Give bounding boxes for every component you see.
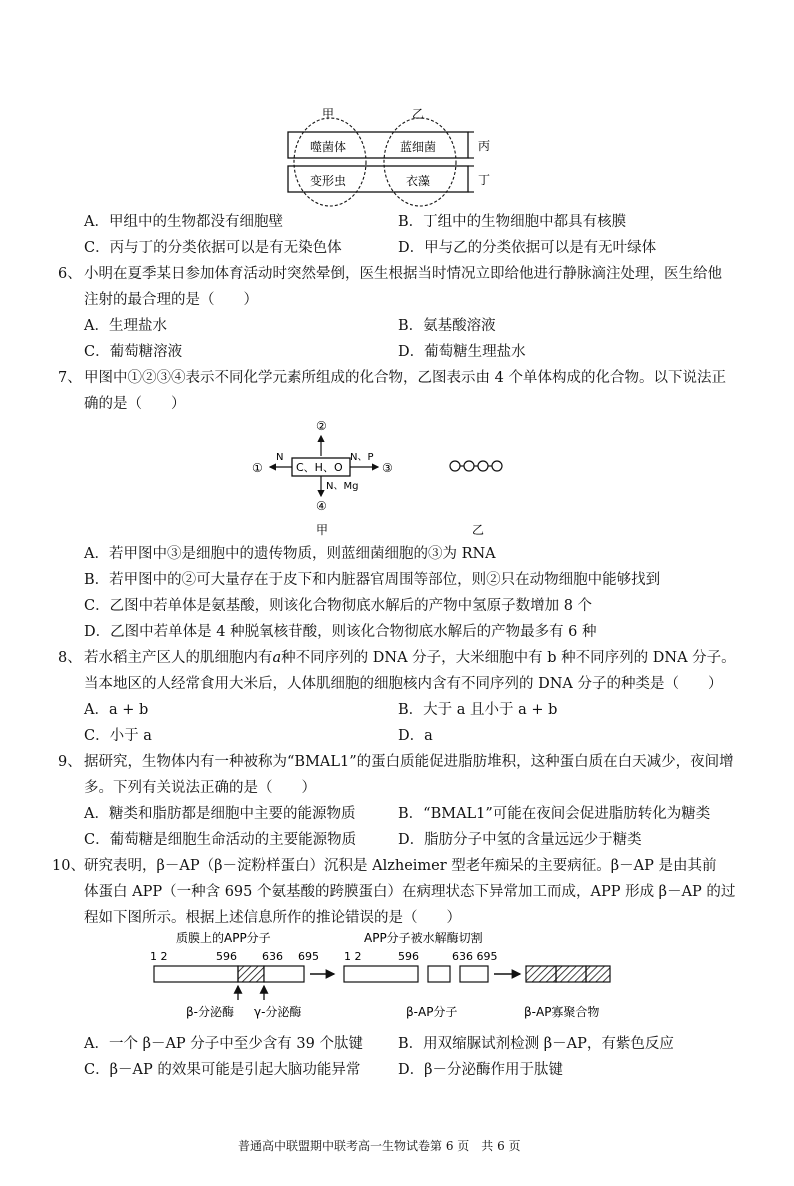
title-app-membrane: 质膜上的APP分子 <box>176 931 271 945</box>
label-circled-2: ② <box>316 419 327 433</box>
label-circled-1: ① <box>252 461 263 475</box>
aggregate-unit-1 <box>526 966 556 982</box>
cell-chlamydomonas: 衣藻 <box>406 174 431 188</box>
q6-option-a: A．生理盐水 <box>84 318 167 334</box>
q8-option-c: C．小于 a <box>84 728 152 744</box>
q10-stem-line2: 体蛋白 APP（一种含 695 个氨基酸的跨膜蛋白）在病理状态下异常加工而成，APP 形成 β－AP 的过 <box>84 884 736 900</box>
monomer-1 <box>450 461 460 471</box>
cell-amoeba: 变形虫 <box>310 174 347 188</box>
q6-option-c: C．葡萄糖溶液 <box>84 344 183 360</box>
q7-option-d: D．乙图中若单体是 4 种脱氧核苷酸，则该化合物彻底水解后的产物最多有 6 种 <box>84 624 597 640</box>
q9-number: 9、 <box>58 754 82 770</box>
aggregate-unit-2 <box>556 966 586 982</box>
q9-stem-line1: 据研究，生物体内有一种被称为“BMAL1”的蛋白质能促进脂肪堆积，这种蛋白质在白天减少，夜间增 <box>84 754 734 770</box>
q8-number: 8、 <box>58 650 82 666</box>
q6-stem-line2: 注射的最合理的是（ ） <box>84 292 258 308</box>
beta-ap-molecule-label: β-AP分子 <box>406 1005 458 1019</box>
q10-option-b: B．用双缩脲试剂检测 β－AP，有紫色反应 <box>398 1036 674 1052</box>
q9-option-c: C．葡萄糖是细胞生命活动的主要能源物质 <box>84 832 357 848</box>
down-element: N、Mg <box>326 481 359 492</box>
app-bar-right <box>264 966 304 982</box>
q10-stem-line3: 程如下图所示。根据上述信息所作的推论错误的是（ ） <box>84 910 461 926</box>
q8-stem-part1: 若水稻主产区人的肌细胞内有 <box>84 650 273 666</box>
page-footer: 普通高中联盟期中联考高一生物试卷第 6 页 共 6 页 <box>238 1139 521 1153</box>
q7-stem-line1: 甲图中①②③④表示不同化学元素所组成的化合物，乙图表示由 4 个单体构成的化合物。以下说法正 <box>84 370 726 386</box>
q8-option-d: D．a <box>398 728 433 744</box>
compound-diagram <box>250 416 550 540</box>
q10-number: 10、 <box>52 858 85 874</box>
q7-number: 7、 <box>58 370 82 386</box>
app-bar-hatched <box>238 966 264 982</box>
fragment-beta-ap <box>428 966 450 982</box>
gamma-secretase-label: γ-分泌酶 <box>254 1005 302 1019</box>
left-element: N <box>276 452 284 463</box>
q8-option-a: A．a + b <box>84 702 149 718</box>
monomer-2 <box>464 461 474 471</box>
jia-circle <box>294 118 366 206</box>
tick-left-695: 695 <box>298 950 319 963</box>
monomer-3 <box>478 461 488 471</box>
fragment-c-terminal <box>460 966 488 982</box>
title-app-cut: APP分子被水解酶切割 <box>364 931 483 945</box>
yi-circle <box>384 118 456 206</box>
label-ding: 丁 <box>478 173 491 187</box>
q10-option-a: A．一个 β－AP 分子中至少含有 39 个肽键 <box>84 1036 363 1052</box>
q5-option-a: A．甲组中的生物都没有细胞壁 <box>84 214 283 230</box>
label-diagram-jia: 甲 <box>316 523 329 537</box>
tick-right-636-695: 636 695 <box>452 950 498 963</box>
app-processing-diagram <box>140 928 640 1028</box>
element-center: C、H、O <box>296 461 343 474</box>
right-element: N、P <box>350 452 374 463</box>
label-circled-4: ④ <box>316 499 327 513</box>
q9-option-a: A．糖类和脂肪都是细胞中主要的能源物质 <box>84 806 356 822</box>
q8-stem-line2: 当本地区的人经常食用大米后，人体肌细胞的细胞核内含有不同序列的 DNA 分子的种类是（ ） <box>84 676 723 692</box>
q10-stem-line1: 研究表明，β－AP（β－淀粉样蛋白）沉积是 Alzheimer 型老年痴呆的主要病征。β－AP 是由其前 <box>84 858 717 874</box>
q9-stem-line2: 多。下列有关说法正确的是（ ） <box>84 780 316 796</box>
q5-option-c: C．丙与丁的分类依据可以是有无染色体 <box>84 240 342 256</box>
q6-option-b: B．氨基酸溶液 <box>398 318 496 334</box>
cell-cyanobacteria: 蓝细菌 <box>400 140 437 154</box>
label-jia: 甲 <box>322 107 335 121</box>
aggregate-unit-3 <box>586 966 610 982</box>
classification-diagram <box>270 100 510 210</box>
fragment-n-terminal <box>344 966 418 982</box>
q8-var-a: a <box>272 650 282 666</box>
beta-secretase-label: β-分泌酶 <box>186 1005 234 1019</box>
q7-option-a: A．若甲图中③是细胞中的遗传物质，则蓝细菌细胞的③为 RNA <box>84 546 496 562</box>
label-diagram-yi: 乙 <box>472 523 485 537</box>
q10-option-c: C．β－AP 的效果可能是引起大脑功能异常 <box>84 1062 361 1078</box>
monomer-4 <box>492 461 502 471</box>
tick-right-1-2: 1 2 <box>344 950 362 963</box>
aggregate-label: β-AP寡聚合物 <box>524 1005 600 1019</box>
cell-phage: 噬菌体 <box>310 140 347 154</box>
q5-option-b: B．丁组中的生物细胞中都具有核膜 <box>398 214 627 230</box>
tick-left-636: 636 <box>262 950 283 963</box>
q10-option-d: D．β－分泌酶作用于肽键 <box>398 1062 564 1078</box>
label-bing: 丙 <box>478 139 491 153</box>
q6-stem-line1: 小明在夏季某日参加体育活动时突然晕倒，医生根据当时情况立即给他进行静脉滴注处理，医生给他 <box>84 266 722 282</box>
app-bar-left <box>154 966 238 982</box>
q7-stem-line2: 确的是（ ） <box>84 396 186 412</box>
q9-option-d: D．脂肪分子中氢的含量远远少于糖类 <box>398 832 642 848</box>
q7-option-c: C．乙图中若单体是氨基酸，则该化合物彻底水解后的产物中氢原子数增加 8 个 <box>84 598 593 614</box>
label-circled-3: ③ <box>382 461 393 475</box>
q8-option-b: B．大于 a 且小于 a + b <box>398 702 558 718</box>
q6-option-d: D．葡萄糖生理盐水 <box>398 344 526 360</box>
tick-right-596: 596 <box>398 950 419 963</box>
q5-option-d: D．甲与乙的分类依据可以是有无叶绿体 <box>398 240 657 256</box>
q8-stem-line1 <box>84 648 736 668</box>
tick-left-596: 596 <box>216 950 237 963</box>
q9-option-b: B．“BMAL1”可能在夜间会促进脂肪转化为糖类 <box>398 806 711 822</box>
q7-option-b: B．若甲图中的②可大量存在于皮下和内脏器官周围等部位，则②只在动物细胞中能够找到 <box>84 572 661 588</box>
label-yi: 乙 <box>412 107 425 121</box>
q6-number: 6、 <box>58 266 82 282</box>
q8-stem-part2: 种不同序列的 DNA 分子，大米细胞中有 b 种不同序列的 DNA 分子。 <box>281 650 736 666</box>
monomer-chain <box>450 461 502 471</box>
tick-left-1-2: 1 2 <box>150 950 168 963</box>
